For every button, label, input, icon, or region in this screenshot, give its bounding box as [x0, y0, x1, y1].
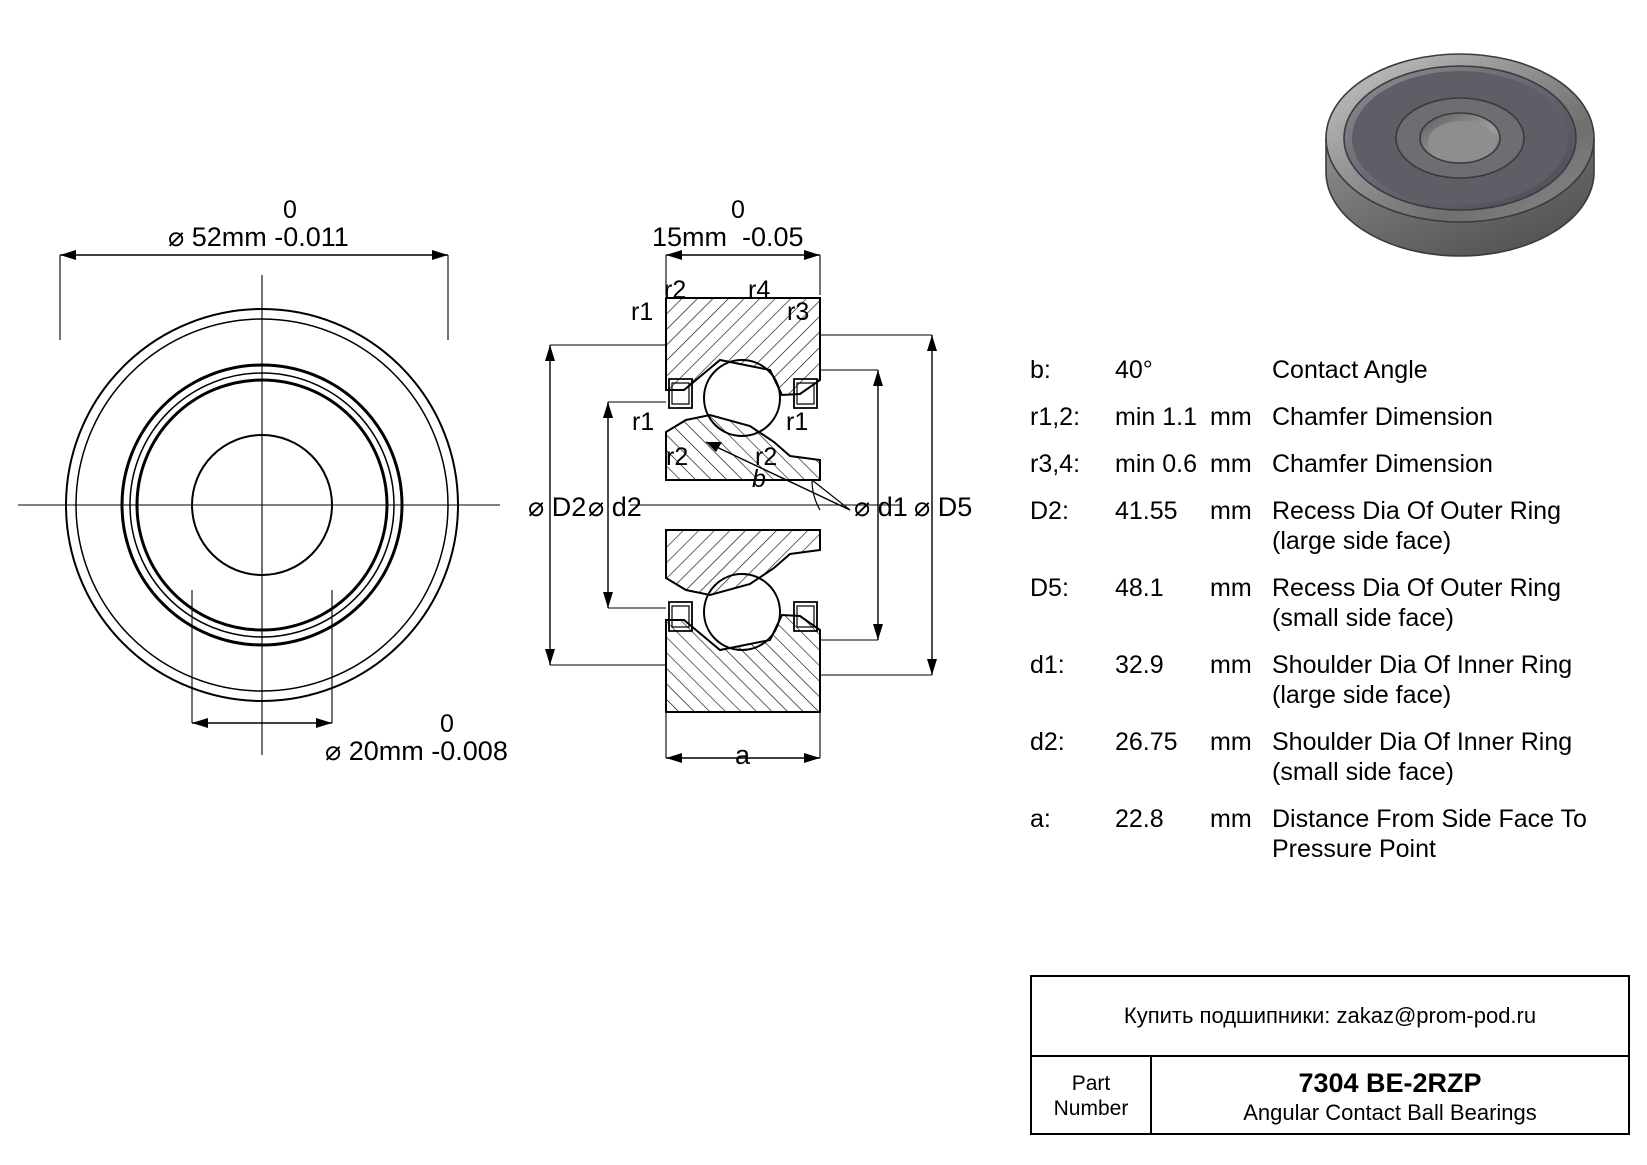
spec-value: min 0.6 [1115, 450, 1197, 478]
spec-value: 40° [1115, 356, 1153, 384]
spec-description-line1: Recess Dia Of Outer Ring [1272, 497, 1561, 525]
front-bore-dim-top: 0 [440, 710, 454, 738]
bearing-family-name: Angular Contact Ball Bearings [1243, 1099, 1537, 1125]
title-block-contact-row [1032, 977, 1628, 1057]
spec-description [1272, 402, 1493, 432]
spec-row [1030, 650, 1630, 710]
part-number-value-cell [1152, 1057, 1628, 1135]
spec-value: 32.9 [1115, 651, 1164, 679]
spec-description [1272, 496, 1561, 556]
spec-description-line1: Chamfer Dimension [1272, 403, 1493, 431]
spec-description [1272, 650, 1572, 710]
spec-unit: mm [1210, 450, 1252, 478]
label-r2-top-left: r2 [664, 276, 687, 304]
spec-description-line1: Shoulder Dia Of Inner Ring [1272, 651, 1573, 679]
spec-row [1030, 727, 1630, 787]
spec-description-line1: Contact Angle [1272, 356, 1428, 384]
spec-unit: mm [1210, 403, 1252, 431]
spec-unit: mm [1210, 574, 1252, 602]
label-D2: ⌀ D2 [528, 492, 587, 522]
spec-row [1030, 573, 1630, 633]
part-label-line2: Number [1053, 1097, 1129, 1120]
label-r1-left-top: r1 [631, 298, 654, 326]
spec-unit: mm [1210, 651, 1252, 679]
spec-value: 41.55 [1115, 497, 1178, 525]
isometric-bearing-image [1310, 20, 1610, 290]
spec-value: 22.8 [1115, 805, 1164, 833]
spec-symbol: a: [1030, 805, 1051, 833]
label-r1-inner-left: r1 [632, 408, 655, 436]
part-number-value: 7304 BE-2RZP [1298, 1067, 1482, 1098]
title-block [1030, 975, 1630, 1135]
spec-symbol: r3,4: [1030, 450, 1081, 478]
spec-symbol: D2: [1030, 497, 1069, 525]
spec-description-line1: Shoulder Dia Of Inner Ring [1272, 728, 1573, 756]
front-view-drawing [0, 180, 520, 800]
spec-value: 48.1 [1115, 574, 1164, 602]
spec-description [1272, 804, 1587, 864]
spec-unit: mm [1210, 497, 1252, 525]
spec-description-line1: Recess Dia Of Outer Ring [1272, 574, 1561, 602]
label-r3-right: r3 [787, 298, 810, 326]
section-width-dim-main: 15mm -0.05 [652, 222, 804, 252]
spec-row [1030, 804, 1630, 864]
part-label-line1: Part [1071, 1072, 1111, 1095]
spec-description-line1: Distance From Side Face To [1272, 805, 1587, 833]
front-bore-dim-main: ⌀ 20mm -0.008 [325, 736, 508, 766]
section-width-dim-top: 0 [731, 196, 745, 224]
contact-email-text: Купить подшипники: zakaz@prom-pod.ru [1123, 1003, 1537, 1028]
label-d1: ⌀ d1 [854, 492, 908, 522]
front-outer-dim-main: ⌀ 52mm -0.011 [168, 222, 349, 252]
label-contact-angle-b: b [752, 465, 766, 493]
label-r4-top: r4 [748, 276, 771, 304]
spec-description [1272, 727, 1572, 787]
spec-row [1030, 355, 1630, 385]
spec-description-line2: (small side face) [1272, 758, 1454, 786]
spec-symbol: r1,2: [1030, 403, 1081, 431]
label-a: a [735, 740, 751, 770]
label-d2: ⌀ d2 [588, 492, 642, 522]
label-r2-inner-right: r2 [755, 443, 778, 471]
spec-description-line2: (large side face) [1272, 527, 1452, 555]
spec-row [1030, 496, 1630, 556]
spec-row [1030, 449, 1630, 479]
spec-row [1030, 402, 1630, 432]
front-outer-dim-top: 0 [283, 196, 297, 224]
label-r2-inner-left: r2 [666, 443, 689, 471]
title-block-part-row [1032, 1057, 1628, 1135]
spec-description-line2: (small side face) [1272, 604, 1454, 632]
spec-value: min 1.1 [1115, 403, 1197, 431]
spec-description-line1: Chamfer Dimension [1272, 450, 1493, 478]
label-r1-inner-right: r1 [786, 408, 809, 436]
spec-description-line2: (large side face) [1272, 681, 1452, 709]
spec-symbol: d2: [1030, 728, 1065, 756]
spec-description [1272, 355, 1428, 385]
spec-symbol: b: [1030, 356, 1051, 384]
label-D5: ⌀ D5 [914, 492, 973, 522]
spec-unit: mm [1210, 805, 1252, 833]
spec-description-line2: Pressure Point [1272, 835, 1436, 863]
spec-unit: mm [1210, 728, 1252, 756]
specification-table [1030, 355, 1630, 881]
spec-value: 26.75 [1115, 728, 1178, 756]
spec-description [1272, 449, 1493, 479]
part-number-label-cell [1032, 1057, 1152, 1135]
spec-symbol: D5: [1030, 574, 1069, 602]
spec-symbol: d1: [1030, 651, 1065, 679]
spec-description [1272, 573, 1561, 633]
